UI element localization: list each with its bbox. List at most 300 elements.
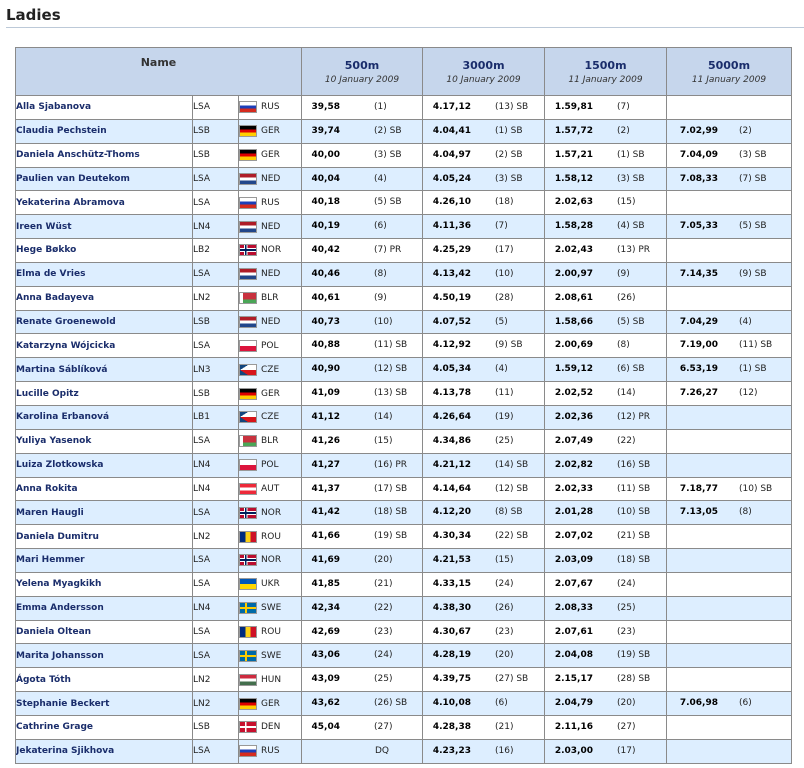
result-1500m	[545, 334, 667, 358]
result-3000m	[423, 405, 545, 429]
result-time: 2.04,08	[554, 650, 593, 661]
skater-category: LSA	[193, 167, 239, 191]
result-1500m	[545, 453, 667, 477]
country-flag-icon	[239, 435, 257, 447]
result-time: 4.28,19	[432, 650, 471, 661]
result-5000m	[667, 572, 792, 596]
result-1500m	[545, 119, 667, 143]
skater-category: LSA	[193, 620, 239, 644]
result-rank: (16)	[495, 745, 514, 756]
result-time: 41,09	[311, 388, 340, 399]
result-rank: (1) SB	[617, 149, 645, 160]
result-time: 4.21,53	[432, 555, 471, 566]
table-row	[16, 334, 792, 358]
result-time: 4.05,34	[432, 364, 471, 375]
country-code: BLR	[261, 293, 279, 304]
skater-category: LSA	[193, 334, 239, 358]
result-rank: (10) SB	[739, 483, 773, 494]
skater-name: Emma Andersson	[16, 596, 193, 620]
result-3000m	[423, 525, 545, 549]
result-rank: (5)	[495, 316, 508, 327]
result-time: 4.13,78	[432, 388, 471, 399]
result-time: 2.02,52	[554, 388, 593, 399]
result-time: 2.08,61	[554, 292, 593, 303]
result-rank: (18) SB	[617, 555, 651, 566]
result-5000m	[667, 191, 792, 215]
result-time: 4.05,24	[432, 173, 471, 184]
result-5000m	[667, 644, 792, 668]
nationality	[239, 549, 302, 573]
country-flag-icon	[239, 698, 257, 710]
result-3000m	[423, 334, 545, 358]
table-row	[16, 262, 792, 286]
skater-name: Jekaterina Sjikhova	[16, 739, 193, 763]
country-code: NED	[261, 221, 281, 232]
result-1500m	[545, 191, 667, 215]
result-3000m	[423, 119, 545, 143]
result-500m	[302, 692, 423, 716]
result-rank: (15)	[495, 555, 514, 566]
result-500m	[302, 501, 423, 525]
country-code: GER	[261, 388, 280, 399]
skater-category: LSA	[193, 572, 239, 596]
result-5000m	[667, 262, 792, 286]
skater-category: LSA	[193, 501, 239, 525]
result-5000m	[667, 453, 792, 477]
nationality	[239, 405, 302, 429]
result-5000m	[667, 429, 792, 453]
result-rank: (19) SB	[374, 531, 408, 542]
result-time: 7.08,33	[679, 173, 718, 184]
result-time: 7.05,33	[679, 221, 718, 232]
result-rank: (22)	[617, 435, 636, 446]
result-time: 7.13,05	[679, 507, 718, 518]
result-5000m	[667, 692, 792, 716]
country-code: SWE	[261, 650, 282, 661]
country-code: POL	[261, 340, 279, 351]
result-rank: (28) SB	[617, 674, 651, 685]
skater-name: Elma de Vries	[16, 262, 193, 286]
country-flag-icon	[239, 578, 257, 590]
country-flag-icon	[239, 721, 257, 733]
result-rank: (12)	[739, 388, 758, 399]
result-time: 39,74	[311, 125, 340, 136]
result-rank: (27)	[617, 721, 636, 732]
result-time: 42,34	[311, 602, 340, 613]
country-code: ROU	[261, 531, 281, 542]
skater-category: LN2	[193, 286, 239, 310]
result-1500m	[545, 143, 667, 167]
result-time: 2.11,16	[554, 721, 593, 732]
result-500m	[302, 525, 423, 549]
result-time: 7.18,77	[679, 483, 718, 494]
result-time: 40,90	[311, 364, 340, 375]
skater-name: Renate Groenewold	[16, 310, 193, 334]
country-flag-icon	[239, 221, 257, 233]
result-rank: (7) SB	[739, 173, 767, 184]
result-rank: (14) SB	[495, 459, 529, 470]
result-time: 41,27	[311, 459, 340, 470]
result-time: 1.58,66	[554, 316, 593, 327]
skater-name: Anna Rokita	[16, 477, 193, 501]
country-code: SWE	[261, 603, 282, 614]
country-code: NOR	[261, 245, 282, 256]
result-time: 4.38,30	[432, 602, 471, 613]
result-time: 4.26,64	[432, 411, 471, 422]
result-1500m	[545, 96, 667, 120]
result-rank: (2) SB	[495, 149, 523, 160]
result-500m	[302, 262, 423, 286]
table-row	[16, 477, 792, 501]
result-rank: (20)	[495, 650, 514, 661]
country-flag-icon	[239, 149, 257, 161]
result-500m	[302, 477, 423, 501]
result-time: 1.57,72	[554, 125, 593, 136]
nationality	[239, 143, 302, 167]
skater-name: Luiza Zlotkowska	[16, 453, 193, 477]
skater-category: LN2	[193, 692, 239, 716]
result-time: 4.30,67	[432, 626, 471, 637]
country-code: BLR	[261, 436, 279, 447]
result-rank: (8)	[617, 340, 630, 351]
result-time: 4.11,36	[432, 221, 471, 232]
column-header-3000m	[423, 48, 545, 96]
result-3000m	[423, 477, 545, 501]
result-rank: (21)	[374, 578, 393, 589]
country-flag-icon	[239, 554, 257, 566]
skater-name: Cathrine Grage	[16, 715, 193, 739]
result-rank: (15)	[617, 197, 636, 208]
result-500m	[302, 429, 423, 453]
result-time: 2.03,00	[554, 745, 593, 756]
skater-category: LSA	[193, 644, 239, 668]
result-time: 7.04,09	[679, 149, 718, 160]
result-rank: (2)	[739, 125, 752, 136]
skater-category: LN4	[193, 215, 239, 239]
result-time: 4.13,42	[432, 268, 471, 279]
result-time: 41,42	[311, 507, 340, 518]
result-time: 45,04	[311, 721, 340, 732]
table-row	[16, 96, 792, 120]
skater-category: LSB	[193, 310, 239, 334]
result-5000m	[667, 620, 792, 644]
nationality	[239, 596, 302, 620]
nationality	[239, 191, 302, 215]
result-time: 4.39,75	[432, 674, 471, 685]
result-5000m	[667, 143, 792, 167]
skater-name: Daniela Oltean	[16, 620, 193, 644]
result-time: 40,88	[311, 340, 340, 351]
country-code: RUS	[261, 197, 280, 208]
result-rank: (23)	[617, 626, 636, 637]
result-1500m	[545, 739, 667, 763]
result-1500m	[545, 405, 667, 429]
result-rank: (26)	[617, 292, 636, 303]
result-rank: (21) SB	[617, 531, 651, 542]
result-rank: (26)	[495, 602, 514, 613]
result-5000m	[667, 215, 792, 239]
nationality	[239, 501, 302, 525]
table-row	[16, 572, 792, 596]
result-5000m	[667, 119, 792, 143]
result-rank: (11) SB	[739, 340, 773, 351]
skater-category: LN3	[193, 358, 239, 382]
result-500m	[302, 453, 423, 477]
result-rank: (19)	[495, 411, 514, 422]
country-flag-icon	[239, 173, 257, 185]
result-rank: (11) SB	[617, 483, 651, 494]
distance-label: 500m	[344, 58, 380, 72]
result-rank: (5) SB	[739, 221, 767, 232]
result-500m	[302, 715, 423, 739]
result-rank: (25)	[617, 602, 636, 613]
result-500m	[302, 286, 423, 310]
result-time: 7.26,27	[679, 388, 718, 399]
result-3000m	[423, 286, 545, 310]
result-rank: (17) SB	[374, 483, 408, 494]
result-rank: (10) SB	[617, 507, 651, 518]
skater-name: Yuliya Yasenok	[16, 429, 193, 453]
result-time: 4.21,12	[432, 459, 471, 470]
skater-name: Yekaterina Abramova	[16, 191, 193, 215]
result-rank: (10)	[495, 268, 514, 279]
result-3000m	[423, 620, 545, 644]
result-rank: (22) SB	[495, 531, 529, 542]
result-rank: (18)	[495, 197, 514, 208]
result-1500m	[545, 715, 667, 739]
country-flag-icon	[239, 650, 257, 662]
result-rank: (23)	[374, 626, 393, 637]
result-time: 2.07,02	[554, 531, 593, 542]
result-time: 2.15,17	[554, 674, 593, 685]
country-flag-icon	[239, 626, 257, 638]
result-time: 4.17,12	[432, 102, 471, 112]
result-time: 4.25,29	[432, 245, 471, 256]
result-time: 4.14,64	[432, 483, 471, 494]
country-code: NOR	[261, 555, 282, 566]
result-time: 1.58,12	[554, 173, 593, 184]
skater-name: Claudia Pechstein	[16, 119, 193, 143]
result-time: 4.28,38	[432, 721, 471, 732]
table-row	[16, 358, 792, 382]
result-rank: (23)	[495, 626, 514, 637]
country-flag-icon	[239, 674, 257, 686]
table-row	[16, 549, 792, 573]
nationality	[239, 668, 302, 692]
skater-category: LSB	[193, 382, 239, 406]
result-time: 4.12,92	[432, 340, 471, 351]
skater-name: Katarzyna Wójcicka	[16, 334, 193, 358]
result-3000m	[423, 239, 545, 263]
result-rank: (22)	[374, 602, 393, 613]
table-row	[16, 715, 792, 739]
result-1500m	[545, 286, 667, 310]
result-5000m	[667, 334, 792, 358]
result-rank: (16) SB	[617, 459, 651, 470]
table-row	[16, 239, 792, 263]
table-row	[16, 692, 792, 716]
result-500m	[302, 334, 423, 358]
page-title: Ladies	[6, 6, 61, 24]
result-3000m	[423, 596, 545, 620]
result-1500m	[545, 262, 667, 286]
skater-name: Hege Bøkko	[16, 239, 193, 263]
country-code: NOR	[261, 507, 282, 518]
result-rank: (9) SB	[739, 268, 767, 279]
result-rank: (12) SB	[374, 364, 408, 375]
result-rank: (12) SB	[495, 483, 529, 494]
result-rank: (12) PR	[617, 411, 651, 422]
result-time: 4.12,20	[432, 507, 471, 518]
skater-category: LB2	[193, 239, 239, 263]
distance-label: 3000m	[462, 58, 505, 72]
nationality	[239, 620, 302, 644]
result-5000m	[667, 596, 792, 620]
result-time: 43,62	[311, 698, 340, 709]
country-code: ROU	[261, 626, 281, 637]
result-3000m	[423, 572, 545, 596]
result-rank: (24)	[374, 650, 393, 661]
country-code: HUN	[261, 674, 282, 685]
result-time: 40,00	[311, 149, 340, 160]
result-rank: (9) SB	[495, 340, 523, 351]
result-rank: (16) PR	[374, 459, 408, 470]
skater-category: LSA	[193, 429, 239, 453]
country-flag-icon	[239, 531, 257, 543]
nationality	[239, 525, 302, 549]
result-time: 40,46	[311, 268, 340, 279]
result-1500m	[545, 358, 667, 382]
country-code: CZE	[261, 364, 280, 375]
result-5000m	[667, 310, 792, 334]
result-rank: (4)	[374, 173, 387, 184]
result-time: 41,26	[311, 435, 340, 446]
nationality	[239, 477, 302, 501]
result-5000m	[667, 239, 792, 263]
nationality	[239, 692, 302, 716]
title-divider	[6, 27, 804, 28]
result-time: 41,37	[311, 483, 340, 494]
result-time: 42,69	[311, 626, 340, 637]
nationality	[239, 96, 302, 120]
column-header-5000m	[667, 48, 792, 96]
result-3000m	[423, 644, 545, 668]
nationality	[239, 167, 302, 191]
result-time: 2.02,33	[554, 483, 593, 494]
result-time: 41,69	[311, 555, 340, 566]
result-time: 1.59,12	[554, 364, 593, 375]
result-500m	[302, 96, 423, 120]
result-rank: (3) SB	[495, 173, 523, 184]
result-500m	[302, 405, 423, 429]
result-1500m	[545, 239, 667, 263]
nationality	[239, 644, 302, 668]
result-1500m	[545, 644, 667, 668]
result-rank: (9)	[374, 292, 387, 303]
country-flag-icon	[239, 507, 257, 519]
result-5000m	[667, 358, 792, 382]
result-time: 41,66	[311, 531, 340, 542]
result-1500m	[545, 477, 667, 501]
result-500m	[302, 382, 423, 406]
country-flag-icon	[239, 197, 257, 209]
table-body	[16, 96, 792, 764]
country-flag-icon	[239, 364, 257, 376]
result-1500m	[545, 596, 667, 620]
result-3000m	[423, 382, 545, 406]
result-time: 2.00,97	[554, 268, 593, 279]
table-row	[16, 620, 792, 644]
result-rank: (10)	[374, 316, 393, 327]
result-rank: (6)	[495, 698, 508, 709]
skater-name: Paulien van Deutekom	[16, 167, 193, 191]
result-time: 2.00,69	[554, 340, 593, 351]
result-1500m	[545, 620, 667, 644]
nationality	[239, 429, 302, 453]
country-flag-icon	[239, 602, 257, 614]
result-5000m	[667, 382, 792, 406]
country-code: RUS	[261, 746, 280, 757]
result-1500m	[545, 310, 667, 334]
result-time: 2.03,09	[554, 555, 593, 566]
result-500m	[302, 668, 423, 692]
result-time: 4.04,41	[432, 125, 471, 136]
result-time: 4.30,34	[432, 531, 471, 542]
country-code: DEN	[261, 722, 281, 733]
result-rank: (14)	[617, 388, 636, 399]
result-1500m	[545, 501, 667, 525]
country-flag-icon	[239, 268, 257, 280]
skater-category: LB1	[193, 405, 239, 429]
result-3000m	[423, 191, 545, 215]
result-rank: (14)	[374, 411, 393, 422]
result-500m	[302, 549, 423, 573]
result-rank: (3) SB	[739, 149, 767, 160]
result-3000m	[423, 715, 545, 739]
table-row	[16, 644, 792, 668]
skater-name: Ágota Tóth	[16, 668, 193, 692]
result-rank: (25)	[495, 435, 514, 446]
result-3000m	[423, 96, 545, 120]
result-3000m	[423, 453, 545, 477]
result-rank: (19) SB	[617, 650, 651, 661]
skater-name: Daniela Anschütz-Thoms	[16, 143, 193, 167]
result-500m	[302, 143, 423, 167]
result-5000m	[667, 286, 792, 310]
result-time: 4.34,86	[432, 435, 471, 446]
nationality	[239, 334, 302, 358]
result-rank: (1)	[374, 102, 387, 112]
skater-category: LSA	[193, 96, 239, 120]
country-code: POL	[261, 460, 279, 471]
result-500m	[302, 310, 423, 334]
skater-name: Yelena Myagkikh	[16, 572, 193, 596]
result-time: 43,06	[311, 650, 340, 661]
result-rank: (27)	[374, 721, 393, 732]
skater-category: LSA	[193, 262, 239, 286]
result-5000m	[667, 668, 792, 692]
result-time: 4.26,10	[432, 197, 471, 208]
skater-category: LSB	[193, 715, 239, 739]
result-1500m	[545, 167, 667, 191]
result-time: 2.02,63	[554, 197, 593, 208]
result-rank: (18) SB	[374, 507, 408, 518]
result-time: 7.04,29	[679, 316, 718, 327]
result-time: 40,61	[311, 292, 340, 303]
result-time: 43,09	[311, 674, 340, 685]
result-1500m	[545, 668, 667, 692]
table-row	[16, 143, 792, 167]
